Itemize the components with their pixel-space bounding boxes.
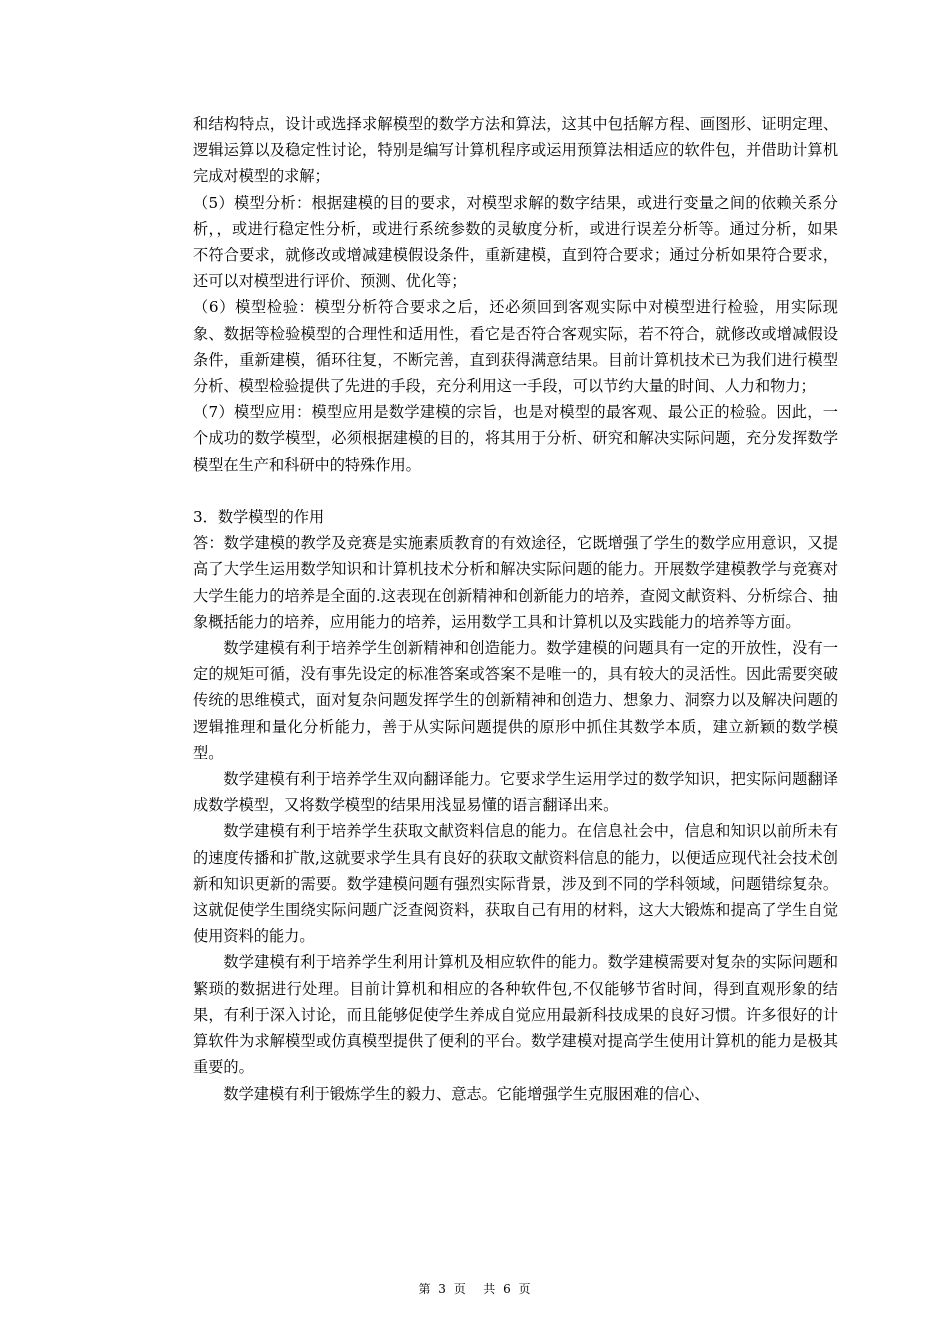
paragraph-answer: 答：数学建模的教学及竞赛是实施素质教育的有效途径，它既增强了学生的数学应用意识，又提高了大学生运用数学知识和计算机技术分析和解决实际问题的能力。开展数学建模教学与竞赛对大学生能力的培养是全面的.这表现在创新精神和创新能力的培养，查阅文献资料、分析综合、抽象概括能力的培养，应用能力的培养，运用数学工具和计算机以及实践能力的培养等方面。 [193,534,838,631]
paragraph-innovation: 数学建模有利于培养学生创新精神和创造能力。数学建模的问题具有一定的开放性，没有一定的规矩可循，没有事先设定的标准答案或答案不是唯一的，具有较大的灵活性。因此需要突破传统的思维模式，面对复杂问题发挥学生的创新精神和创造力、想象力、洞察力以及解决问题的逻辑推理和量化分析能力，善于从实际问题提供的原形中抓住其数学本质，建立新颖的数学模型。 [193,639,838,762]
paragraph-model-analysis: （5）模型分析：根据建模的目的要求，对模型求解的数字结果，或进行变量之间的依赖关系分析，，或进行稳定性分析，或进行系统参数的灵敏度分析，或进行误差分析等。通过分析，如果不符合要求，就修改或增减建模假设条件，重新建模，直到符合要求；通过分析如果符合要求，还可以对模型进行评价、预测、优化等； [193,193,838,291]
footer-total-unit: 页 [518,1282,532,1296]
paragraph-information: 数学建模有利于培养学生获取文献资料信息的能力。在信息社会中，信息和知识以前所未有的速度传播和扩散,这就要求学生具有良好的获取文献资料信息的能力，以便适应现代社会技术创新和知识更新的需要。数学建模问题有强烈实际背景，涉及到不同的学科领域，问题错综复杂。这就促使学生围绕实际问题广泛查阅资料，获取自己有用的材料，这大大锻炼和提高了学生自觉使用资料的能力。 [193,822,838,946]
paragraph-computer-skills: 数学建模有利于培养学生利用计算机及相应软件的能力。数学建模需要对复杂的实际问题和繁琐的数据进行处理。目前计算机和相应的各种软件包,不仅能够节省时间，得到直观形象的结果，有利于深入讨论，而且能够促使学生养成自觉应用最新科技成果的良好习惯。许多很好的计算软件为求解模型或仿真模型提供了便利的平台。数学建模对提高学生使用计算机的能力是极其重要的。 [193,953,838,1077]
footer-total-pages: 6 [503,1282,512,1296]
paragraph-translation: 数学建模有利于培养学生双向翻译能力。它要求学生运用学过的数学知识，把实际问题翻译成数学模型，又将数学模型的结果用浅显易懂的语言翻译出来。 [193,770,838,815]
paragraph-perseverance: 数学建模有利于锻炼学生的毅力、意志。它能增强学生克服困难的信心、 [223,1084,710,1103]
footer-page-prefix: 第 [418,1282,432,1296]
paragraph-model-application: （7）模型应用：模型应用是数学建模的宗旨，也是对模型的最客观、最公正的检验。因此，一个成功的数学模型，必须根据建模的目的，将其用于分析、研究和解决实际问题，充分发挥数学模型在生产和科研中的特殊作用。 [193,403,838,474]
footer-page-unit: 页 [453,1282,467,1296]
page-footer [0,1280,950,1297]
footer-total-prefix: 共 [483,1282,497,1296]
section-heading: 3．数学模型的作用 [193,508,325,527]
footer-page-number: 3 [438,1282,447,1296]
paragraph-solving-continued: 和结构特点，设计或选择求解模型的数学方法和算法，这其中包括解方程、画图形、证明定理、逻辑运算以及稳定性讨论，特别是编写计算机程序或运用预算法相适应的软件包，并借助计算机完成对模型的求解； [193,115,838,186]
paragraph-model-validation: （6）模型检验：模型分析符合要求之后，还必须回到客观实际中对模型进行检验，用实际现象、数据等检验模型的合理性和适用性，看它是否符合客观实际，若不符合，就修改或增减假设条件，重新建模，循环往复，不断完善，直到获得满意结果。目前计算机技术已为我们进行模型分析、模型检验提供了先进的手段，充分利用这一手段，可以节约大量的时间、人力和物力； [193,298,838,396]
document-body [193,111,838,1107]
